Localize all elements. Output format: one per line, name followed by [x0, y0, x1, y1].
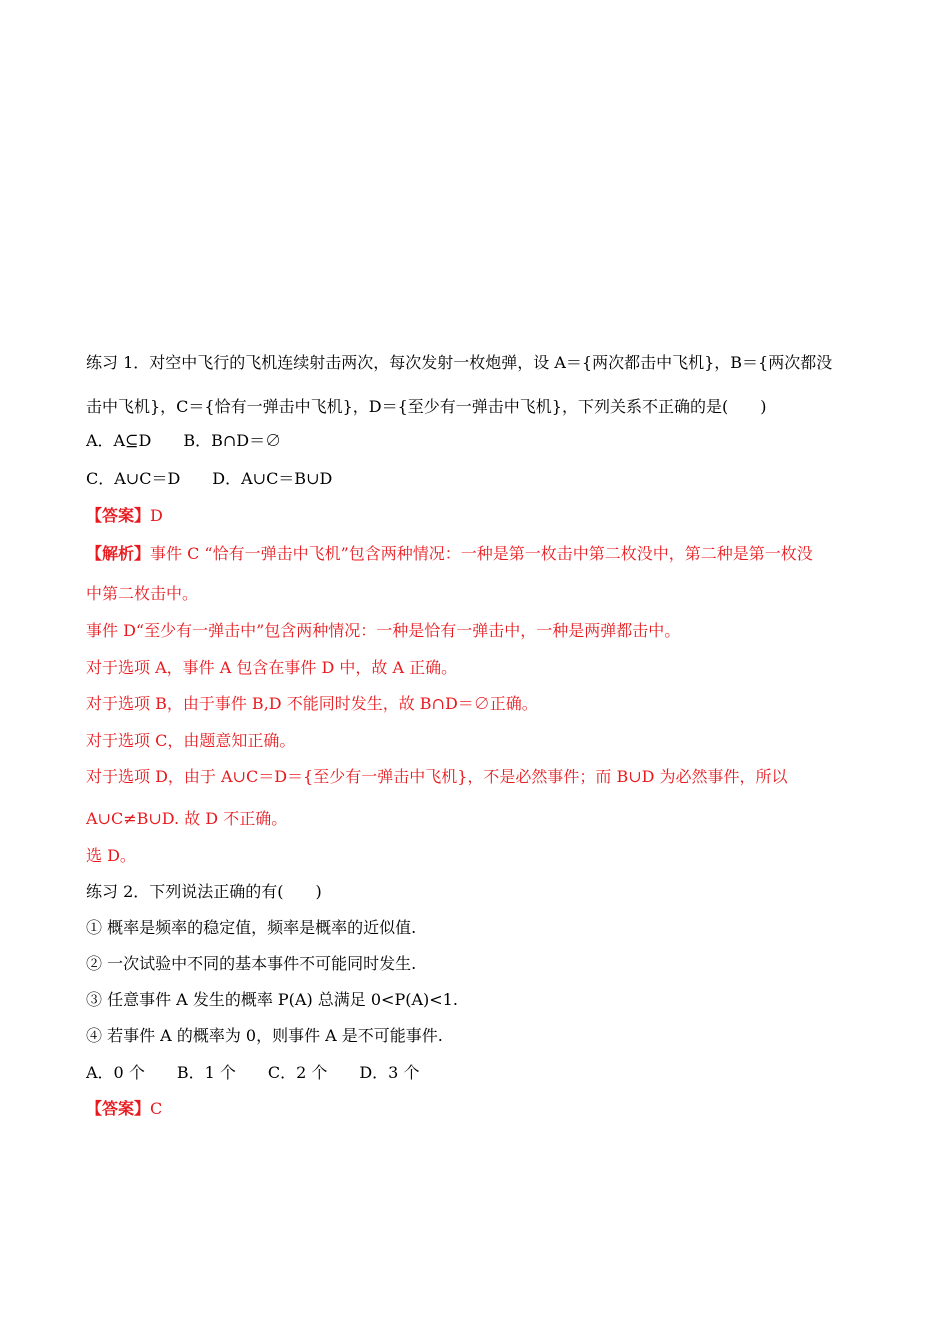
exercise-1-analysis-line-7: 对于选项 D，由于 A∪C＝D＝{至少有一弹击中飞机}，不是必然事件；而 B∪D 为必然事件，所以 [86, 767, 788, 786]
exercise-1-stem-line-1: 练习 1．对空中飞行的飞机连续射击两次，每次发射一枚炮弹，设 A＝{两次都击中飞机}，B＝{两次都没 [86, 353, 833, 372]
analysis-text: 事件 C “恰有一弹击中飞机”包含两种情况：一种是第一枚击中第二枚没中，第二种是第一枚没 [150, 544, 813, 563]
exercise-2-item-4: ④ 若事件 A 的概率为 0，则事件 A 是不可能事件. [86, 1026, 443, 1045]
exercise-1-options-cd: C．A∪C＝D D．A∪C＝B∪D [86, 469, 333, 488]
exercise-1-analysis-line-5: 对于选项 B，由于事件 B,D 不能同时发生，故 B∩D＝∅正确。 [86, 694, 538, 713]
exercise-1-analysis-line-8: A∪C≠B∪D. 故 D 不正确。 [86, 809, 288, 828]
exercise-2-stem: 练习 2．下列说法正确的有( ) [86, 882, 322, 901]
answer-tag: 【答案】 [86, 506, 151, 525]
exercise-1-options-ab: A．A⊆D B．B∩D＝∅ [86, 431, 282, 450]
analysis-tag: 【解析】 [86, 544, 151, 563]
answer-value: C [150, 1099, 163, 1118]
exercise-1-analysis-line-9: 选 D。 [86, 846, 136, 865]
answer-value: D [150, 506, 163, 525]
exercise-1-stem-line-2: 击中飞机}，C＝{恰有一弹击中飞机}，D＝{至少有一弹击中飞机}，下列关系不正确的是( ) [86, 397, 767, 416]
exercise-1-analysis-line-4: 对于选项 A，事件 A 包含在事件 D 中，故 A 正确。 [86, 658, 458, 677]
exercise-2-item-2: ② 一次试验中不同的基本事件不可能同时发生. [86, 954, 417, 973]
exercise-1-answer [86, 505, 876, 527]
exercise-1-analysis-line-1 [86, 543, 876, 565]
exercise-2-item-1: ① 概率是频率的稳定值，频率是概率的近似值. [86, 918, 417, 937]
exercise-1-analysis-line-6: 对于选项 C，由题意知正确。 [86, 731, 296, 750]
exercise-2-item-3: ③ 任意事件 A 发生的概率 P(A) 总满足 0<P(A)<1. [86, 990, 458, 1009]
exercise-1-analysis-line-2: 中第二枚击中。 [86, 584, 199, 603]
exercise-1-analysis-line-3: 事件 D“至少有一弹击中”包含两种情况：一种是恰有一弹击中，一种是两弹都击中。 [86, 621, 681, 640]
exercise-2-options: A．0 个 B．1 个 C．2 个 D．3 个 [86, 1063, 420, 1082]
answer-tag: 【答案】 [86, 1099, 151, 1118]
exercise-2-answer [86, 1098, 876, 1120]
